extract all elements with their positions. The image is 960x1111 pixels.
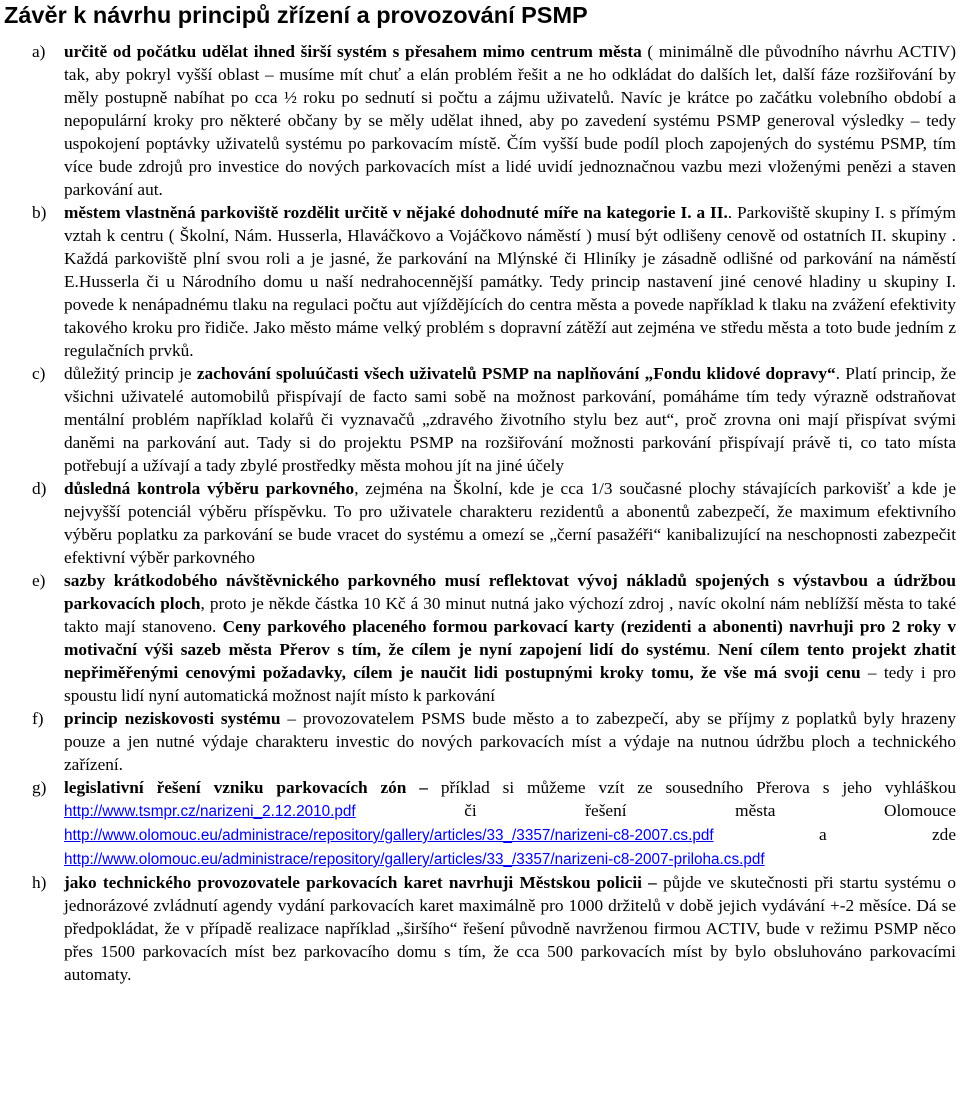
item-lead: jako technického provozovatele parkovacích karet navrhuji Městskou policii – <box>64 873 657 892</box>
item-text: – provozovatelem PSMS bude město a to zabezpečí, aby se příjmy z poplatků byly hrazeny pouze a jen nutné výdaje charakteru investic do nových parkovacích míst a výdaje na nutnou údržbu ploch a technického zařízení. <box>64 709 956 774</box>
list-item-f <box>4 707 956 776</box>
list-item-h <box>4 871 956 986</box>
item-marker: a) <box>32 42 46 61</box>
item-text: . Parkoviště skupiny I. s přímým vztah k centru ( Školní, Nám. Husserla, Hlaváčkovo a Vojáčkovo náměstí ) musí být odlišeny cenově od ostatních II. skupiny . Každá parkoviště plní svou roli a je jasné, že parkování na Mlýnské či Hliníky je zásadně odlišné od parkování na náměstí E.Husserla či u Národního domu u naší nedrahocennější památky. Tedy princip nastavení jiné cenové hladiny u skupiny I. povede k nenápadnému tlaku na regulaci počtu aut vjíždějících do centra města a povede například k tlaku na zvážení efektivity takového kroku pro řidiče. Jako město máme velký problém s dopravní zátěží aut zejména ve středu města a toto bude jedním z regulačních prvků. <box>64 203 956 360</box>
item-text: , proto je někde částka 10 Kč á 30 minut nutná jako výchozí zdroj , navíc okolní nám neblížší města to také takto mají stanoveno. <box>64 594 956 636</box>
link-prerov-decree[interactable]: http://www.tsmpr.cz/narizeni_2.12.2010.pdf <box>64 803 356 820</box>
item-text: – tedy i pro spoustu lidí nyní automatická možnost najít místo k parkování <box>64 663 956 705</box>
item-lead: určitě od počátku udělat ihned širší systém s přesahem mimo centrum města <box>64 42 642 61</box>
item-bold-text: Není cílem tento projekt zhatit nepřiměřenými cenovými požadavky, cílem je naučit lidi postupnými kroky tomu, že vše má svoji cenu <box>64 640 956 682</box>
item-text: a zde <box>713 825 956 844</box>
list-item-b <box>4 201 956 362</box>
item-marker: e) <box>32 571 46 590</box>
list-item-g <box>4 776 956 871</box>
item-text: , zejména na Školní, kde je cca 1/3 současné plochy stávajících parkovišť a kde je nejvyšší potenciál výběru příspěvku. To pro uživatele charakteru rezidentů a abonentů zabezpečí, že maximum efektivního výběru poplatku za parkování se bude vracet do systému a omezí se „černí pasažéři“ kanibalizující na neschopnosti zabezpečit efektivní výběr parkovného <box>64 479 957 567</box>
item-text: . <box>706 640 718 659</box>
item-text: či řešení města Olomouce <box>355 801 956 820</box>
item-lead: legislativní řešení vzniku parkovacích zón – <box>64 778 428 797</box>
item-text: ( minimálně dle původního návrhu ACTIV) tak, aby pokryl vyšší oblast – musíme mít chuť a elán problém řešit a ne ho odkládat do dalších let, další fáze rozšiřování by měly postupně nabíhat po cca ½ roku po sednutí si počtu a zájmu uživatelů. <box>64 42 956 107</box>
link-olomouc-annex[interactable]: http://www.olomouc.eu/administrace/repository/gallery/articles/33_/3357/narizeni-c8-2007-priloha.cs.pdf <box>64 851 765 868</box>
item-lead: sazby krátkodobého návštěvnického parkovného musí reflektovat vývoj nákladů spojených s výstavbou a údržbou parkovacích ploch <box>64 571 956 613</box>
item-text: příklad si můžeme vzít ze sousedního Přerova s jeho vyhláškou <box>427 778 956 797</box>
page-title: Závěr k návrhu principů zřízení a provozování PSMP <box>4 2 588 28</box>
item-marker: b) <box>32 203 47 222</box>
item-text: půjde ve skutečnosti při startu systému o jednorázové zvládnutí agendy vydání parkovacích karet maximálně pro 1000 držitelů v době jejich vydávání +-2 měsíce. Dá se předpokládat, že v případě realizace například „širšího“ řešení původně navrženou firmou ACTIV, bude v režimu PSMP něco přes 1500 parkovacích míst bez parkovacího domu s tím, že cca 500 parkovacích míst by bylo obsluhováno parkovacími automaty. <box>64 873 956 984</box>
item-text: Navíc je krátce po začátku volebního období a nepopulární kroky pro některé občany by se měly udělat ihned, aby po zavedení systému PSMP generoval výsledky – tedy uspokojení poptávky uživatelů systému po parkovacím místě. Čím vyšší bude podíl ploch zapojených do systému PSMP, tím více bude zdrojů pro investice do nových parkovacích míst a lidé uvidí jednoznačnou vazbu mezi vloženými penězi a staven parkování aut. <box>64 88 956 199</box>
item-marker: c) <box>32 364 46 383</box>
list-item-c <box>4 362 956 477</box>
link-olomouc-decree[interactable]: http://www.olomouc.eu/administrace/repository/gallery/articles/33_/3357/narizeni-c8-2007.cs.pdf <box>64 827 714 844</box>
item-text: . Platí princip, že všichni uživatelé automobilů přispívají de facto sami sobě na možnost parkování, pomáháme tím tedy výrazně odstraňovat mentální problém například kolařů či vyznavačů „zdravého životního stylu bez aut“, proč zrovna oni mají přispívat svými daněmi na parkování aut. Tady si do projektu PSMP na rozšiřování možnosti parkování přispívají právě ti, co tato místa potřebují a užívají a tady zbylé prostředky města mohou jít na jiné účely <box>64 364 956 475</box>
item-marker: f) <box>32 709 44 728</box>
list-item-d <box>4 477 956 569</box>
item-lead: zachování spoluúčasti všech uživatelů PSMP na naplňování „Fondu klidové dopravy“ <box>196 364 836 383</box>
item-marker: d) <box>32 479 47 498</box>
item-lead: důsledná kontrola výběru parkovného <box>64 479 355 498</box>
item-bold-text: Ceny parkového placeného formou parkovací karty (rezidenti a abonenti) navrhuji pro 2 roky v motivační výši sazeb města Přerov s tím, že cílem je nyní zapojení lidí do systému <box>64 617 956 659</box>
principles-list <box>4 40 956 986</box>
item-marker: g) <box>32 778 47 797</box>
list-item-a <box>4 40 956 201</box>
item-lead: městem vlastněná parkoviště rozdělit určitě v nějaké dohodnuté míře na kategorie I. a II. <box>64 203 728 222</box>
item-lead: princip neziskovosti systému <box>64 709 281 728</box>
list-item-e <box>4 569 956 707</box>
item-marker: h) <box>32 873 47 892</box>
item-text: důležitý princip je <box>64 364 197 383</box>
